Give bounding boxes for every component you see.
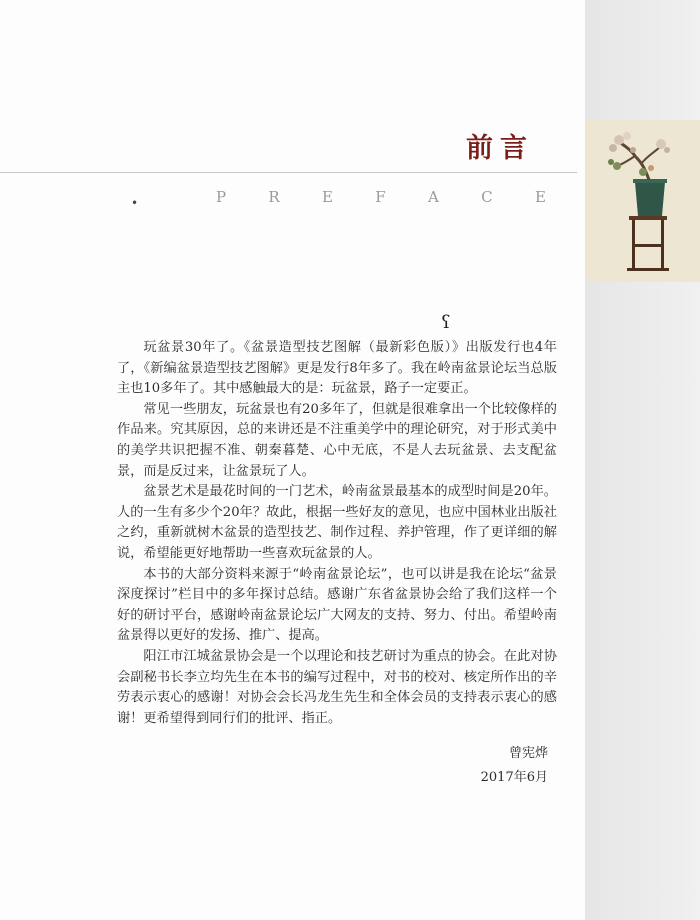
author-name: 曾宪烨 (508, 746, 548, 761)
bonsai-illustration-svg (585, 120, 700, 282)
subtitle-letter: P (216, 188, 227, 206)
paragraph: 常见一些朋友，玩盆景也有20多年了，但就是很难拿出一个比较像样的作品来。究其原因，总的来讲还是不注重美学中的理论研究，对于形式美中的美学共识把握不准、朝秦暮楚、心中无底，不是人去玩盆景、去支配盆景，而是反过来，让盆景玩了人。 (117, 401, 557, 479)
page-title: 前言 (466, 133, 534, 164)
decorative-dot: • (131, 196, 139, 210)
subtitle-letter: E (534, 188, 546, 206)
paragraph: 盆景艺术是最花时间的一门艺术，岭南盆景最基本的成型时间是20年。人的一生有多少个20年？故此，根据一些好友的意见，也应中国林业出版社之约，重新就树木盆景的造型技艺、制作过程、养护管理，作了更详细的解说，希望能更好地帮助一些喜欢玩盆景的人。 (117, 484, 557, 561)
signature-block (470, 742, 548, 790)
subtitle-letter: C (481, 188, 493, 206)
header-divider (0, 172, 577, 173)
signature-date: 2017年6月 (480, 770, 548, 785)
decorative-mark: ʕ (441, 312, 451, 333)
paragraph: 玩盆景30年了。《盆景造型技艺图解（最新彩色版）》出版发行也4年了，《新编盆景造型技艺图解》更是发行8年多了。我在岭南盆景论坛当总版主也10多年了。其中感触最大的是：玩盆景，路子一定要正。 (117, 340, 557, 397)
paragraph: 本书的大部分资料来源于“岭南盆景论坛”，也可以讲是我在论坛“盆景深度探讨”栏目中的多年探讨总结。感谢广东省盆景协会给了我们这样一个好的研讨平台，感谢岭南盆景论坛广大网友的支持、努力、付出。希望岭南盆景得以更好的发扬、推广、提高。 (117, 566, 557, 644)
paragraph: 阳江市江城盆景协会是一个以理论和技艺研讨为重点的协会。在此对协会副秘书长李立均先生在本书的编写过程中，对书的校对、核定所作出的辛劳表示衷心的感谢！对协会会长冯龙生先生和全体会员的支持表示衷心的感谢！更希望得到同行们的批评、指正。 (117, 648, 557, 726)
subtitle-letter: R (268, 188, 280, 206)
bonsai-illustration-icon (585, 120, 700, 282)
preface-subtitle (216, 188, 546, 206)
preface-body (117, 338, 557, 729)
subtitle-letter: A (428, 188, 439, 206)
subtitle-letter: E (322, 188, 333, 206)
subtitle-letter: F (375, 188, 386, 206)
